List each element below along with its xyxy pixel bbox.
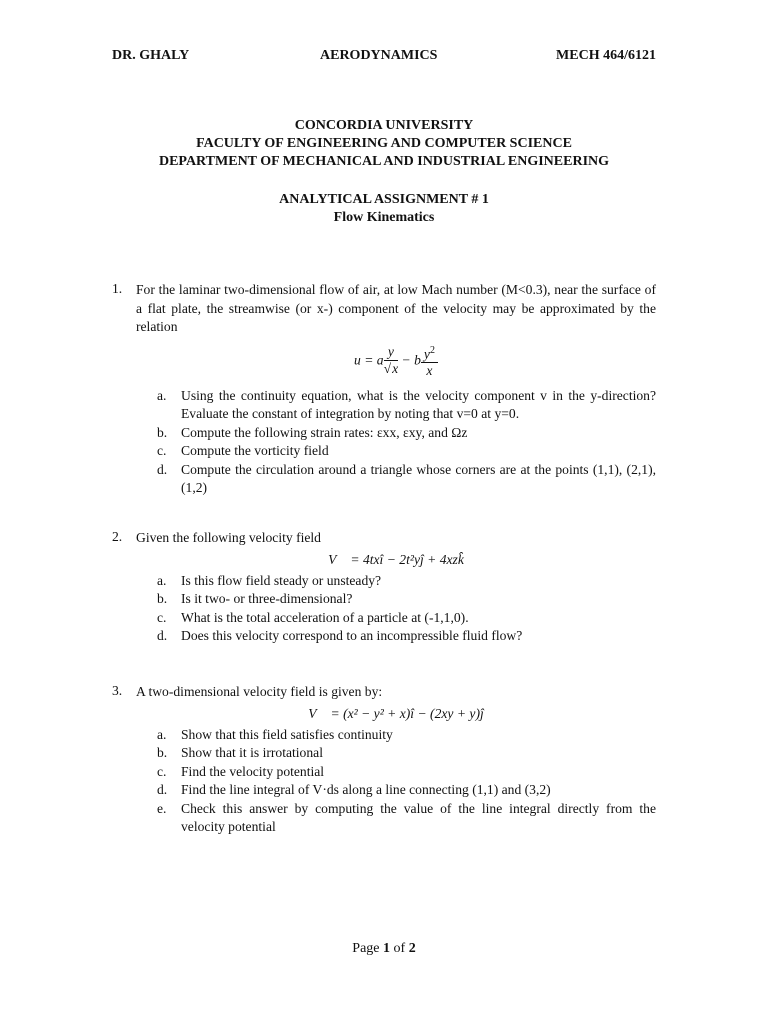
problem-number: 1. [112,281,123,296]
problem-text: A two-dimensional velocity field is given by: [136,684,383,699]
department-name: DEPARTMENT OF MECHANICAL AND INDUSTRIAL ENGINEERING [158,154,610,169]
sub-question: b. Show that it is irrotational [157,745,323,760]
problem-2 [112,529,656,646]
formula: u = a $\frac{y}{√x}$ − b $\frac{y^2}{x}$ [136,339,656,385]
total-pages: 2 [408,941,416,956]
sub-question: e. Check this answer by computing the value of the line integral directly from the velocity potential [157,800,656,834]
sub-question: b. Compute the following strain rates: εxx, εxy, and Ωz [157,424,468,440]
sub-question: a. Is this flow field steady or unsteady? [157,572,382,588]
problem-text: Given the following velocity field [136,530,321,545]
problem-number: 2. [112,529,123,544]
page-footer [0,941,768,957]
faculty-name: FACULTY OF ENGINEERING AND COMPUTER SCIENCE [196,136,572,151]
instructor-name: DR. GHALY [112,48,190,63]
assignment-subtitle: Flow Kinematics [333,210,435,225]
problem-number: 3. [112,683,123,698]
formula: V⃗ = (x² − y² + x)î − (2xy + y)ĵ [308,705,484,721]
institution-block [0,117,768,171]
sub-question: a. Using the continuity equation, what is the velocity component v in the y-direction? Evaluate the constant of integration by noting that v=0 at y=0. [157,387,656,421]
problem-text: For the laminar two-dimensional flow of air, at low Mach number (M<0.3), near the surface of a flat plate, the streamwise (or x-) component of the velocity may be approximated by the relation [136,282,656,334]
course-subject: AERODYNAMICS [320,48,438,63]
of-word: of [393,941,406,956]
problem-1 [112,281,656,498]
sub-question: a. Show that this field satisfies continuity [157,726,393,742]
sub-question: c. What is the total acceleration of a particle at (-1,1,0). [157,609,469,625]
current-page-number: 1 [383,941,391,956]
university-name: CONCORDIA UNIVERSITY [294,118,474,133]
sub-question: c. Compute the vorticity field [157,443,329,458]
sub-question: b. Is it two- or three-dimensional? [157,591,353,606]
problem-3 [112,683,656,837]
sub-question-list [157,387,656,498]
sub-question: c. Find the velocity potential [157,763,325,779]
sub-question-list [157,726,656,837]
sub-question: d. Find the line integral of V·ds along a line connecting (1,1) and (3,2) [157,782,551,797]
sub-question-list [157,572,656,646]
formula: V⃗ = 4txî − 2t²yĵ + 4xzk̂ [328,551,464,567]
sub-question: d. Does this velocity correspond to an incompressible fluid flow? [157,628,523,643]
course-code: MECH 464/6121 [556,48,656,63]
sub-question: d. Compute the circulation around a triangle whose corners are at the points (1,1), (2,1), (1,2) [157,461,656,495]
assignment-heading [0,191,768,227]
page-word: Page [352,941,380,956]
assignment-title: ANALYTICAL ASSIGNMENT # 1 [279,192,489,207]
